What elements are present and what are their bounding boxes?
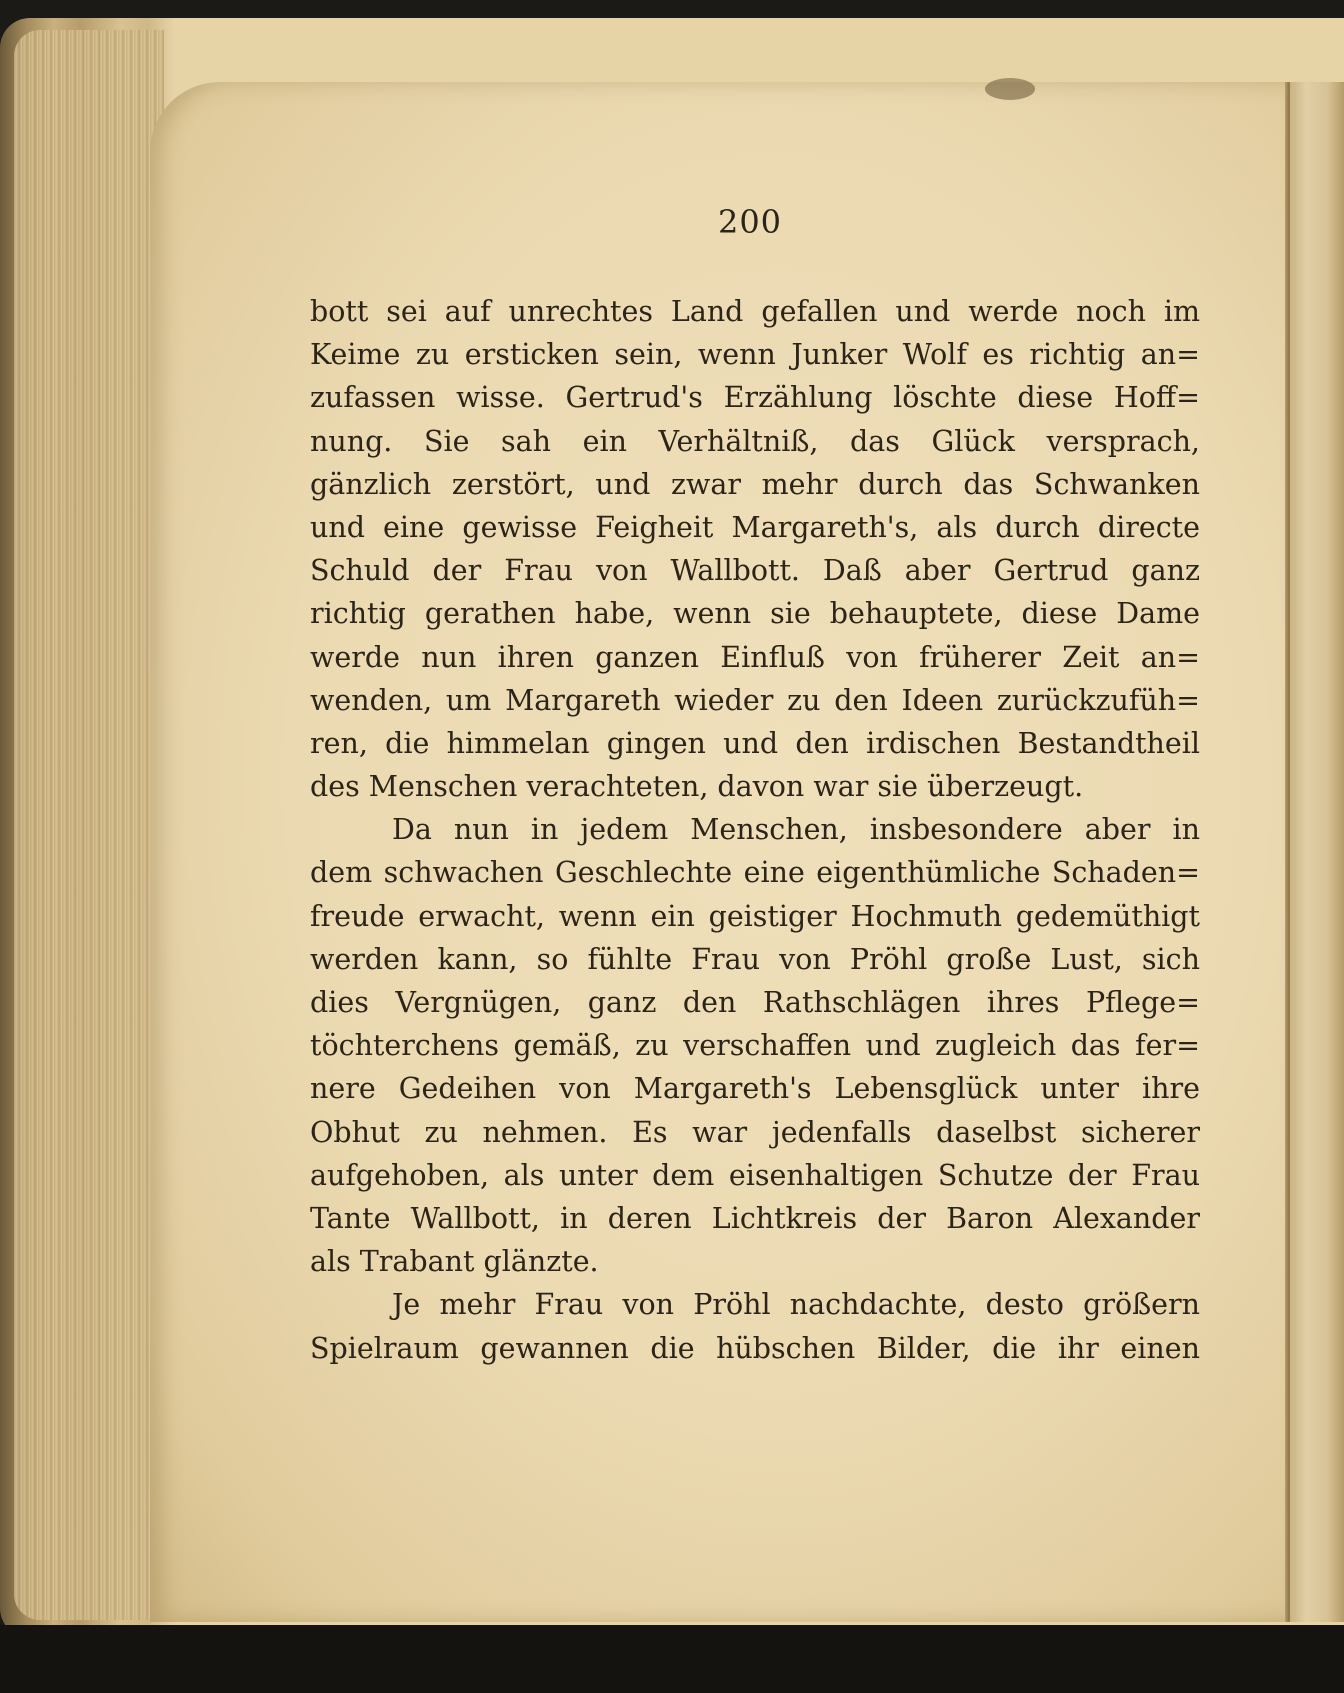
text-line: des Menschen verachteten, davon war sie überzeugt. — [310, 770, 1084, 804]
page-stain — [985, 78, 1035, 100]
text-line: Tante Wallbott, in deren Lichtkreis der Baron Alexander — [310, 1201, 1200, 1235]
text-line: wenden, um Margareth wieder zu den Ideen zurückzufüh= — [310, 683, 1200, 717]
right-leaf — [1290, 82, 1344, 1622]
text-line: freude erwacht, wenn ein geistiger Hochmuth gedemüthigt — [310, 899, 1200, 933]
text-line: aufgehoben, als unter dem eisenhaltigen Schutze der Frau — [310, 1158, 1200, 1192]
text-line: töchterchens gemäß, zu verschaffen und zugleich das fer= — [310, 1029, 1200, 1063]
body-text — [310, 290, 1200, 1370]
text-line: und eine gewisse Feigheit Margareth's, als durch directe — [310, 510, 1200, 544]
text-line: dem schwachen Geschlechte eine eigenthümliche Schaden= — [310, 856, 1200, 890]
page-edges — [14, 30, 164, 1620]
page-number: 200 — [717, 203, 783, 241]
text-line: bott sei auf unrechtes Land gefallen und werde noch im — [310, 295, 1200, 328]
text-line: Obhut zu nehmen. Es war jedenfalls daselbst sicherer — [310, 1115, 1200, 1149]
text-line: Schuld der Frau von Wallbott. Daß aber Gertrud ganz — [310, 554, 1200, 588]
text-line: zufassen wisse. Gertrud's Erzählung löschte diese Hoff= — [310, 381, 1200, 415]
text-line: gänzlich zerstört, und zwar mehr durch das Schwanken — [310, 467, 1200, 501]
text-line: ren, die himmelan gingen und den irdischen Bestandtheil — [310, 726, 1200, 760]
text-line: werden kann, so fühlte Frau von Pröhl große Lust, sich — [310, 942, 1200, 976]
text-line: werde nun ihren ganzen Einfluß von früherer Zeit an= — [310, 640, 1200, 674]
text-line: als Trabant glänzte. — [310, 1245, 599, 1279]
text-line: dies Vergnügen, ganz den Rathschlägen ihres Pflege= — [310, 986, 1200, 1019]
text-line: Da nun in jedem Menschen, insbesondere aber in — [392, 813, 1200, 847]
text-line: Je mehr Frau von Pröhl nachdachte, desto größern — [392, 1288, 1200, 1322]
text-line: nere Gedeihen von Margareth's Lebensglück unter ihre — [310, 1072, 1200, 1106]
text-line: nung. Sie sah ein Verhältniß, das Glück versprach, — [310, 424, 1200, 458]
text-line: Keime zu ersticken sein, wenn Junker Wolf es richtig an= — [310, 338, 1200, 372]
text-line: Spielraum gewannen die hübschen Bilder, die ihr einen — [310, 1331, 1200, 1365]
text-line: richtig gerathen habe, wenn sie behauptete, diese Dame — [310, 597, 1200, 631]
background-bottom — [0, 1625, 1344, 1693]
